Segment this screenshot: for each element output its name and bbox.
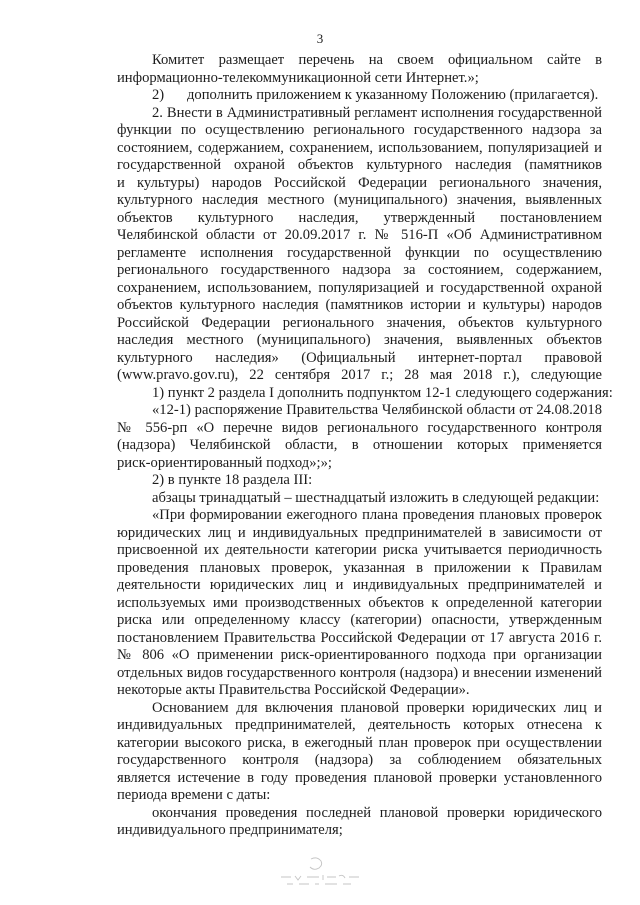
text-line <box>117 175 602 193</box>
list-number: 2) <box>152 87 165 103</box>
text-line <box>117 525 602 543</box>
line-text: государственного контроля (надзора) за соблюдением обязательных <box>117 752 602 768</box>
text-line <box>117 122 602 140</box>
text-line <box>117 227 602 245</box>
line-text: Российской Федерации регионального значения, объектов культурного <box>117 314 602 331</box>
line-text: риск-ориентированный подход»;»; <box>117 454 332 471</box>
line-text: состоянием, содержанием, сохранением, использованием, популяризацией и <box>117 139 602 156</box>
text-line <box>117 280 602 298</box>
text-line <box>117 472 602 490</box>
line-text: дополнить приложением к указанному Положению (прилагается). <box>187 87 599 103</box>
text-line <box>117 87 602 105</box>
text-line <box>117 770 602 788</box>
text-line <box>117 490 602 508</box>
text-line <box>117 507 602 525</box>
line-text: «При формировании ежегодного плана проведения плановых проверок <box>152 507 602 523</box>
text-line <box>117 70 602 88</box>
text-line <box>117 384 613 403</box>
line-text: сохранением, использованием, популяризацией и государственной охраной <box>117 279 602 296</box>
text-line <box>117 157 602 175</box>
text-line <box>117 752 602 770</box>
line-text: объектов культурного наследия, утвержденный постановлением <box>117 209 602 226</box>
line-text: информационно-телекоммуникационной сети Интернет.»; <box>117 69 479 86</box>
text-line <box>117 140 602 158</box>
text-line <box>117 332 602 350</box>
text-line <box>117 402 602 420</box>
line-text: деятельности юридических лиц и индивидуальных предпринимателей и <box>117 577 602 593</box>
line-text: Основанием для включения плановой проверки юридических лиц и <box>152 699 602 716</box>
line-text: регламенте исполнения государственной функции по осуществлению <box>117 244 602 261</box>
text-line <box>117 700 602 718</box>
line-text: риска или определенному классу (категории) опасности, утвержденным <box>117 612 602 628</box>
line-text: регионального государственного надзора за состоянием, содержанием, <box>117 262 602 278</box>
line-text: окончания проведения последней плановой проверки юридического <box>152 804 602 821</box>
text-line <box>117 682 602 700</box>
line-text: используемых ими производственных объектов к определенной категории <box>117 594 602 611</box>
line-text: объектов культурного наследия (памятников истории и культуры) народов <box>117 297 602 313</box>
line-text: категории высокого риска, в ежегодный план проверок при осуществлении <box>117 734 602 751</box>
line-text: проведения плановых проверок, указанная в приложении к Правилам <box>117 559 602 576</box>
line-text: Челябинской области от 20.09.2017 г. № 516-П «Об Административном <box>117 227 602 243</box>
text-line <box>117 630 602 648</box>
text-line <box>117 577 602 595</box>
line-text: отдельных видов государственного контроля (надзора) и внесении изменений <box>117 664 602 681</box>
text-line <box>117 192 602 210</box>
text-line <box>117 805 602 823</box>
line-text: наследия местного (муниципального) значения, выявленных объектов <box>117 332 602 348</box>
text-line <box>117 822 602 840</box>
text-line <box>117 245 602 263</box>
line-text: юридических лиц и индивидуальных предпринимателей в зависимости от <box>117 524 602 541</box>
text-line <box>117 350 602 368</box>
line-text: № 806 «О применении риск-ориентированного подхода при организации <box>117 647 602 663</box>
line-text: постановлением Правительства Российской Федерации от 17 августа 2016 г. <box>117 629 602 646</box>
text-line <box>117 262 602 280</box>
text-line <box>117 367 602 385</box>
document-body <box>117 52 613 840</box>
faint-stamp-mark <box>273 855 365 889</box>
line-text: индивидуальных предпринимателей, деятельность которых отнесена к <box>117 717 602 733</box>
line-text: (надзора) Челябинской области, в отношении которых применяется <box>117 437 602 453</box>
text-line <box>117 105 602 123</box>
text-line <box>117 787 602 805</box>
line-text: 2) в пункте 18 раздела III: <box>152 472 313 488</box>
line-text: 1) пункт 2 раздела I дополнить подпунктом 12-1 следующего содержания: <box>152 384 613 401</box>
line-text: абзацы тринадцатый – шестнадцатый изложить в следующей редакции: <box>152 489 600 506</box>
line-text: культурного наследия местного (муниципального) значения, выявленных <box>117 192 602 208</box>
line-text: «12-1) распоряжение Правительства Челябинской области от 24.08.2018 <box>152 402 602 418</box>
text-line <box>117 542 602 560</box>
text-line <box>117 52 602 70</box>
text-line <box>117 315 602 333</box>
text-line <box>117 210 602 228</box>
line-text: и культуры) народов Российской Федерации регионального значения, <box>117 174 602 191</box>
text-line <box>117 665 602 683</box>
line-text: присвоенной их деятельности категории риска учитывается периодичность <box>117 542 602 558</box>
line-text: является истечение в году проведения плановой проверки установленного <box>117 769 602 786</box>
line-text: (www.pravo.gov.ru), 22 сентября 2017 г.; 28 мая 2018 г.), следующие <box>117 367 602 383</box>
text-line <box>117 297 602 315</box>
text-line <box>117 437 602 455</box>
text-line <box>117 647 602 665</box>
text-line <box>117 560 602 578</box>
line-text: государственной охраной объектов культурного наследия (памятников <box>117 157 602 173</box>
line-text: Комитет размещает перечень на своем официальном сайте в <box>152 52 602 68</box>
line-text: индивидуального предпринимателя; <box>117 822 343 838</box>
text-line <box>117 612 602 630</box>
line-text: 2. Внести в Административный регламент исполнения государственной <box>152 104 602 121</box>
page-number: 3 <box>316 31 324 46</box>
text-line <box>117 717 602 735</box>
line-text: периода времени с даты: <box>117 787 271 803</box>
line-text: № 556-рп «О перечне видов регионального государственного контроля <box>117 419 602 436</box>
line-text: некоторые акты Правительства Российской Федерации». <box>117 682 470 698</box>
text-line <box>117 735 602 753</box>
text-line <box>117 455 602 473</box>
text-line <box>117 595 602 613</box>
line-text: функции по осуществлению регионального государственного надзора за <box>117 122 602 138</box>
line-text: культурного наследия» (Официальный интернет-портал правовой <box>117 349 602 366</box>
text-line <box>117 420 602 438</box>
